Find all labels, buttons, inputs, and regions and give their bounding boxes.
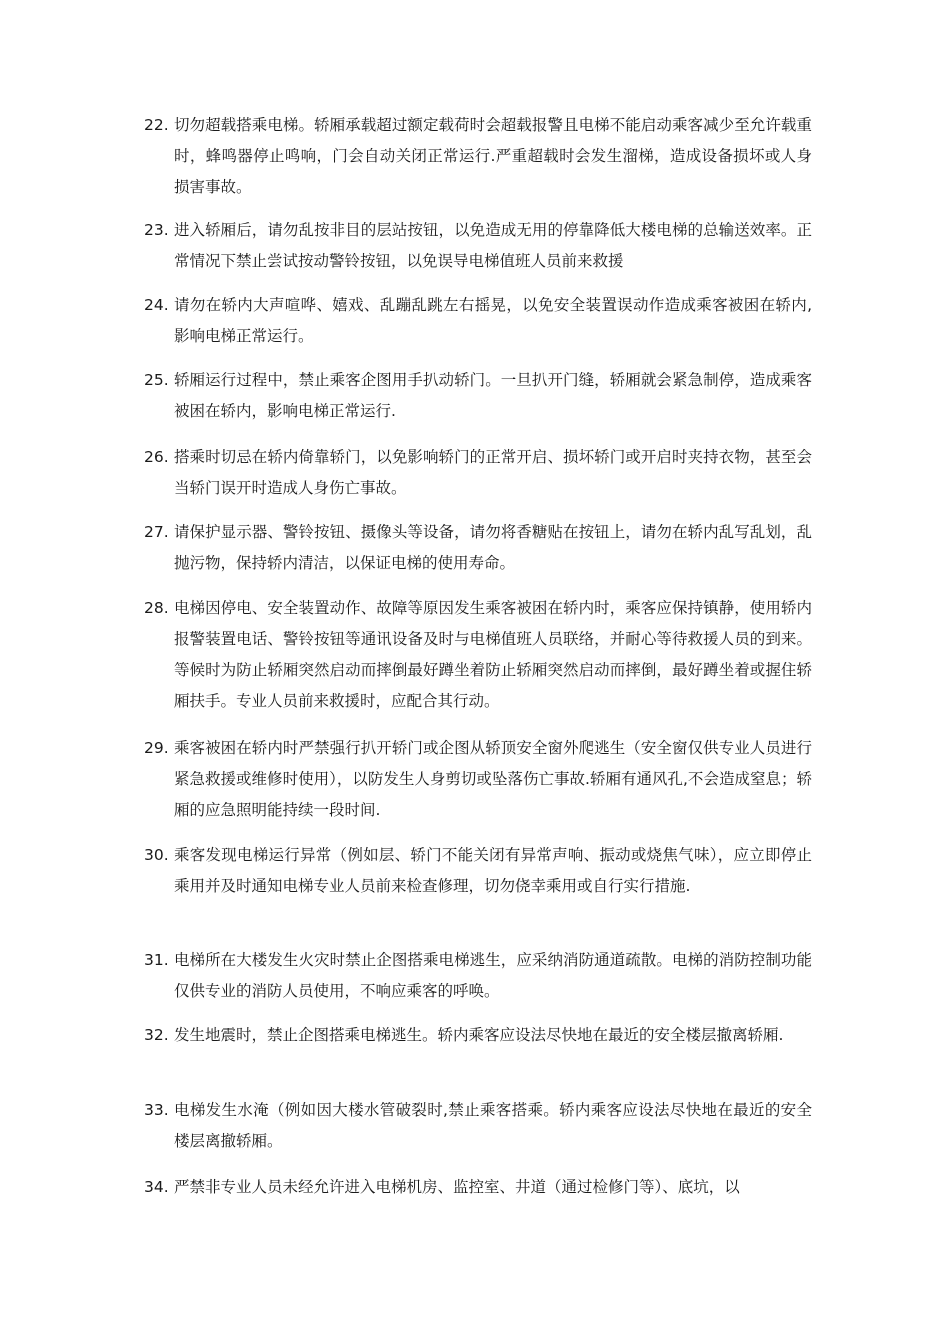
item-text: 发生地震时，禁止企图搭乘电梯逃生。轿内乘客应设法尽快地在最近的安全楼层撤离轿厢. (174, 1026, 784, 1044)
list-item (144, 442, 812, 504)
list-item (144, 1172, 812, 1203)
item-text: 乘客发现电梯运行异常（例如层、轿门不能关闭有异常声响、振动或烧焦气味），应立即停止乘用并及时通知电梯专业人员前来检查修理，切勿侥幸乘用或自行实行措施. (174, 846, 812, 895)
item-number: 23. (144, 221, 169, 239)
list-item (144, 1020, 812, 1051)
list-item (144, 945, 812, 1007)
item-text: 请勿在轿内大声喧哗、嬉戏、乱蹦乱跳左右摇晃，以免安全装置误动作造成乘客被困在轿内,影响电梯正常运行。 (174, 296, 812, 345)
list-item (144, 290, 812, 352)
item-number: 33. (144, 1101, 169, 1119)
item-number: 31. (144, 951, 169, 969)
list-item (144, 1095, 812, 1157)
item-number: 22. (144, 116, 169, 134)
item-text: 搭乘时切忌在轿内倚靠轿门，以免影响轿门的正常开启、损坏轿门或开启时夹持衣物，甚至会当轿门误开时造成人身伤亡事故。 (174, 448, 812, 497)
item-number: 30. (144, 846, 169, 864)
item-number: 27. (144, 523, 169, 541)
item-text: 严禁非专业人员未经允许进入电梯机房、监控室、井道（通过检修门等）、底坑，以 (174, 1178, 740, 1196)
list-item (144, 840, 812, 902)
list-item (144, 215, 812, 277)
item-text: 电梯发生水淹（例如因大楼水管破裂时,禁止乘客搭乘。轿内乘客应设法尽快地在最近的安全楼层离撤轿厢。 (174, 1101, 812, 1150)
list-item (144, 733, 812, 826)
list-item (144, 110, 812, 203)
item-text: 轿厢运行过程中，禁止乘客企图用手扒动轿门。一旦扒开门缝，轿厢就会紧急制停，造成乘客被困在轿内，影响电梯正常运行. (174, 371, 812, 420)
item-text: 乘客被困在轿内时严禁强行扒开轿门或企图从轿顶安全窗外爬逃生（安全窗仅供专业人员进行紧急救援或维修时使用），以防发生人身剪切或坠落伤亡事故.轿厢有通风孔,不会造成窒息；轿厢的应急照明能持续一段时间. (174, 739, 812, 819)
item-number: 26. (144, 448, 169, 466)
item-text: 进入轿厢后，请勿乱按非目的层站按钮，以免造成无用的停靠降低大楼电梯的总输送效率。正常情况下禁止尝试按动警铃按钮，以免误导电梯值班人员前来救援 (174, 221, 812, 270)
item-text: 切勿超载搭乘电梯。轿厢承载超过额定载荷时会超载报警且电梯不能启动乘客减少至允许载重时，蜂鸣器停止鸣响，门会自动关闭正常运行.严重超载时会发生溜梯，造成设备损坏或人身损害事故。 (174, 116, 812, 196)
item-text: 电梯所在大楼发生火灾时禁止企图搭乘电梯逃生，应采纳消防通道疏散。电梯的消防控制功能仅供专业的消防人员使用，不响应乘客的呼唤。 (174, 951, 812, 1000)
item-text: 电梯因停电、安全装置动作、故障等原因发生乘客被困在轿内时，乘客应保持镇静，使用轿内报警装置电话、警铃按钮等通讯设备及时与电梯值班人员联络，并耐心等待救援人员的到来。等候时为防止轿厢突然启动而摔倒最好蹲坐着防止轿厢突然启动而摔倒，最好蹲坐着或握住轿厢扶手。专业人员前来救援时，应配合其行动。 (174, 599, 812, 710)
item-number: 28. (144, 599, 169, 617)
item-number: 25. (144, 371, 169, 389)
list-item (144, 365, 812, 427)
item-number: 29. (144, 739, 169, 757)
item-number: 24. (144, 296, 169, 314)
list-item (144, 593, 812, 717)
item-number: 34. (144, 1178, 169, 1196)
item-number: 32. (144, 1026, 169, 1044)
item-text: 请保护显示器、警铃按钮、摄像头等设备，请勿将香糖贴在按钮上，请勿在轿内乱写乱划，乱抛污物，保持轿内清洁，以保证电梯的使用寿命。 (174, 523, 812, 572)
list-item (144, 517, 812, 579)
